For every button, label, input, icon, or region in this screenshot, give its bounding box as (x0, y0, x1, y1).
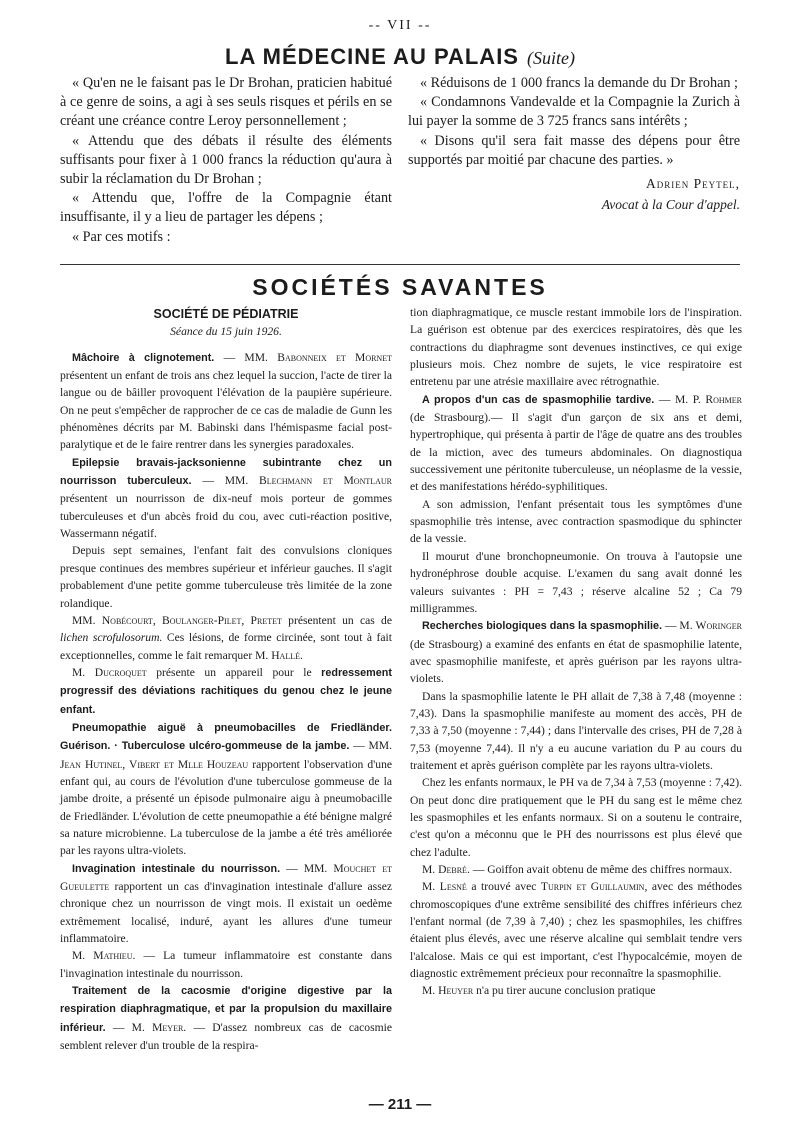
page-number: — 211 — (368, 1096, 432, 1113)
report-paragraph: MM. Nobécourt, Boulanger-Pilet, Pretet présentent un cas de lichen scrofulosorum. Ces lésions, de forme circinée, sont tout à fait exceptionnelles, comme le fait remarquer M. Hallé. (60, 613, 392, 662)
section-divider (60, 264, 740, 265)
judgment-paragraph: « Réduisons de 1 000 francs la demande du Dr Brohan ; (420, 75, 738, 91)
report-paragraph: Mâchoire à clignotement. — MM. Babonneix et Mornet présentent un enfant de trois ans chez lequel la succion, l'acte de tirer la langue ou de bâiller provoquent l'élévation de la paupière supérieure. On ne peut s'empêcher de rapprocher de ce cas de maladie de Gunn les phénomènes décrits par M. Babinski dans l'hémispasme facial post-paralytique et de le faire rentrer dans les synergies paradoxales. (60, 350, 392, 452)
report-paragraph: A propos d'un cas de spasmophilie tardive. — M. P. Rohmer (de Strasbourg).— Il s'agit d'un garçon de six ans et demi, hypertrophique, qui présenta à partir de l'âge de quatre ans des troubles de la miction, avec des tumeurs abdominales. On diagnostiqua successivement une péritonite tuberculeuse, un néoplasme de la vessie, et des manifestations hérédo-syphilitiques. (410, 392, 743, 494)
signature-title: Avocat à la Cour d'appel. (601, 197, 740, 213)
article-title-main: LA MÉDECINE AU PALAIS (225, 44, 519, 69)
report-paragraph: Pneumopathie aiguë à pneumobacilles de Friedländer. Guérison. · Tuberculose ulcéro-gommeuse de la jambe. — MM. Jean Hutinel, Vibert et Mlle Houzeau rapportent l'observation d'une enfant qui, au cours de l'évolution d'une tuberculose gommeuse de la jambe droite, a présenté un épisode pulmonaire aigu à pneumobacille de Friedländer. L'évolution de cette pneumopathie a été bénigne malgré sa nature microbienne. La tuberculose de la jambe a été très améliorée par les rayons ultra-violets. (60, 721, 393, 858)
report-paragraph: M. Heuyer n'a pu tirer aucune conclusion pratique (422, 984, 656, 998)
report-paragraph: A son admission, l'enfant présentait tous les symptômes d'une spasmophilie très intense, avec contraction spasmodique du sphincter de la vessie. (410, 497, 742, 546)
judgment-paragraph: « Attendu que des débats il résulte des éléments suffisants pour fixer à 1 000 francs la réduction qu'aura à subir la réclamation du Dr Brohan ; (60, 132, 392, 188)
report-paragraph: Depuis sept semaines, l'enfant fait des convulsions cloniques presque continues des membres supérieur et inférieur gauches. Il s'agit probablement d'une petite gomme tuberculeuse très limitée de la zone rolandique. (60, 544, 392, 610)
judgment-paragraph: « Par ces motifs : (72, 228, 171, 245)
judgment-paragraph: « Qu'en ne le faisant pas le Dr Brohan, praticien habitué à ce genre de soins, a agi à ses seuls risques et périls en se créant une créance contre Leroy personnellement ; (60, 75, 392, 130)
left-column (60, 304, 392, 1054)
report-paragraph: Il mourut d'une bronchopneumonie. On trouva à l'autopsie une hydronéphrose double acquise. L'examen du sang avait donné les valeurs suivantes : PH = 7,43 ; réserve alcaline 52 ; Ca 79 milligrammes. (410, 549, 742, 615)
right-column (410, 304, 742, 1000)
report-paragraph: M. Ducroquet présente un appareil pour le redressement progressif des déviations rachitiques du genou chez le jeune enfant. (60, 665, 392, 716)
running-head: -- VII -- (368, 18, 432, 33)
report-paragraph: tion diaphragmatique, ce muscle restant immobile lors de l'inspiration. La guérison est obtenue par des exercices respiratoires, dès que les contractions du diaphragme sont devenues instinctives, ce qui exige plusieurs mois. Chez nombre de sujets, le vice respiratoire est entretenu par une atrésie maxillaire avec rétrognathie. (410, 306, 742, 389)
judgment-paragraph: « Attendu que, l'offre de la Compagnie étant insuffisante, il y a lieu de partager les dépens ; (60, 190, 392, 226)
report-paragraph: Traitement de la cacosmie d'origine digestive par la respiration diaphragmatique, et par la propulsion du maxillaire inférieur. — M. Meyer. — D'assez nombreux cas de cacosmie semblent relever d'un trouble de la respira- (60, 985, 392, 1053)
judgment-right-column (408, 74, 740, 214)
judgment-left-column (60, 74, 392, 247)
report-paragraph: Epilepsie bravais-jacksonienne subintrante chez un nourrisson tuberculeux. — MM. Blechmann et Montlaur présentent un nourrisson de dix-neuf mois porteur de gommes tuberculeuses et d'un abcès froid du cou, avec cuti-réaction positive, Wassermann négatif. (60, 456, 393, 541)
report-paragraph: M. Debré. — Goiffon avait obtenu de même des chiffres normaux. (422, 863, 733, 876)
signature-name: Adrien Peytel, (646, 176, 740, 192)
article-title (0, 44, 800, 70)
report-paragraph: Invagination intestinale du nourrisson. — MM. Mouchet et Gueulette rapportent un cas d'invagination intestinale d'allure assez chronique chez un nourrisson de vingt mois. Il existait un oedème extrêmement localisé, induré, ayant les allures d'une tumeur inflammatoire. (60, 861, 393, 946)
report-paragraph: M. Lesné a trouvé avec Turpin et Guillaumin, avec des méthodes chromoscopiques d'une extrême sensibilité des chiffres inférieurs chez l'enfant normal (de 7,39 à 7,40) ; chez les spasmophiles, les chiffres étaient plus élevés, avec une réserve alcaline qui semblait tendre vers l'alcalose. Mais ce qui est important, c'est l'hypocalcémie, moyen de diagnostic extrêmement précieux pour reconnaître la spasmophilie. (410, 880, 742, 981)
judgment-paragraph: « Disons qu'il sera fait masse des dépens pour être supportés par moitié par chacune des parties. » (408, 132, 740, 168)
session-date: Séance du 15 juin 1926. (170, 325, 282, 339)
report-paragraph: Dans la spasmophilie latente le PH allait de 7,38 à 7,48 (moyenne : 7,43). Dans la spasmophilie manifeste au moment des accès, PH de 7,33 à 7,50 (moyenne : 7,44) ; dans l'intervalle des crises, PH de 7,28 à 7,53 (moyenne 7,44). Il n'y a eu aucune variation du P au cours du traitement et après guérison complète par les rayons ultra-violets. (410, 689, 742, 772)
article-title-suite: (Suite) (527, 48, 575, 68)
signature (408, 174, 740, 214)
report-paragraph: Recherches biologiques dans la spasmophilie. — M. Woringer (de Strasbourg) a examiné des enfants en état de spasmophilie latente, avec spasmophilie manifeste, et après guérison par les rayons ultra-violets. (410, 619, 743, 686)
section-title: SOCIÉTÉS SAVANTES (252, 274, 548, 300)
report-paragraph: M. Mathieu. — La tumeur inflammatoire est constante dans l'invagination intestinale du nourrisson. (60, 949, 393, 980)
judgment-paragraph: « Condamnons Vandevalde et la Compagnie la Zurich à lui payer la somme de 3 725 francs sans intérêts ; (408, 94, 740, 130)
society-heading: SOCIÉTÉ DE PÉDIATRIE (153, 307, 299, 321)
report-paragraph: Chez les enfants normaux, le PH va de 7,34 à 7,53 (moyenne : 7,42). On peut donc dire pratiquement que le PH du sang est le même chez les spasmophiles et les enfants normaux. Si on a soutenu le contraire, c'est qu'on a méconnu que le PH des nourrissons est plus élevé que chez l'adulte. (410, 776, 742, 859)
